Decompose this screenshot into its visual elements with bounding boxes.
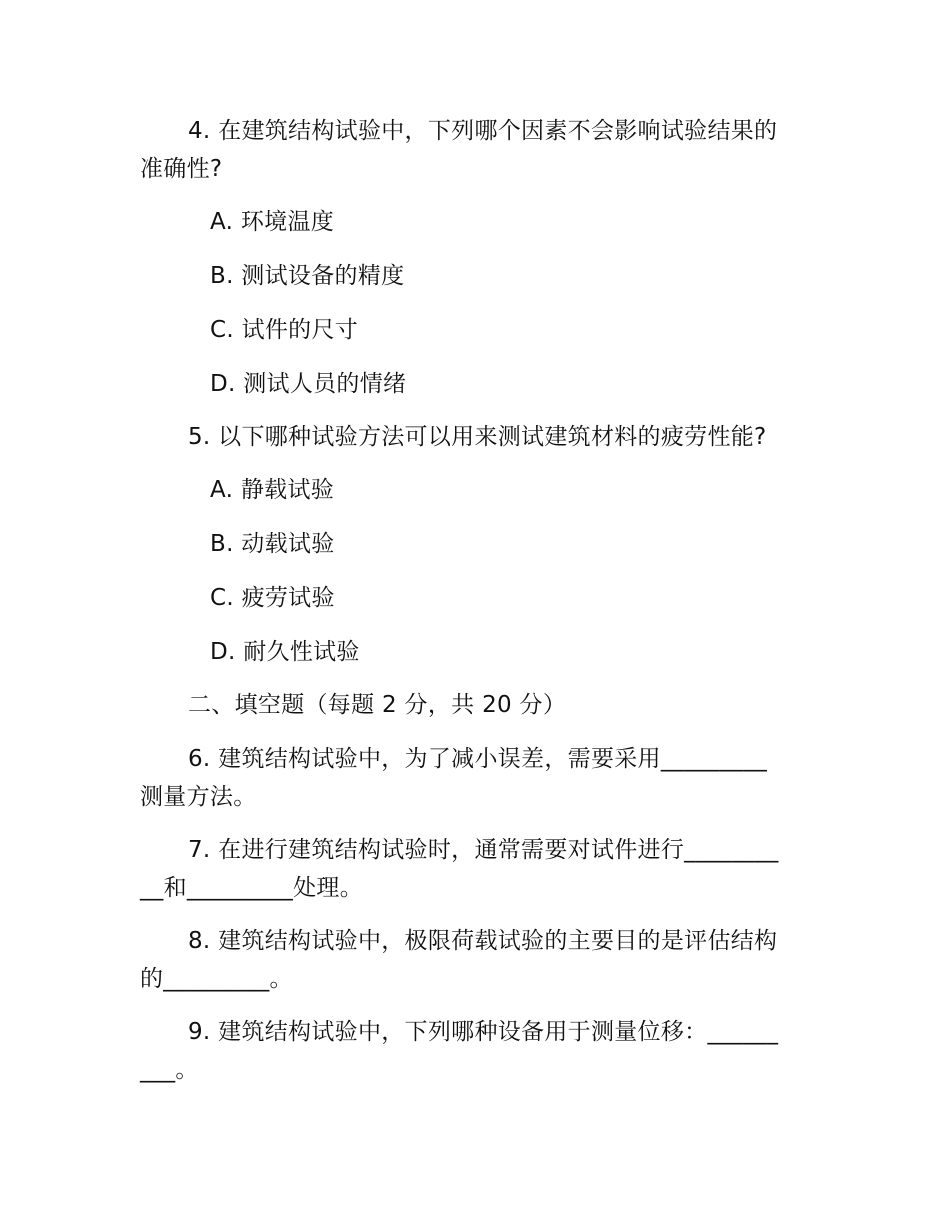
q4-option-c: C. 试件的尺寸 <box>210 317 359 343</box>
q5-stem: 5. 以下哪种试验方法可以用来测试建筑材料的疲劳性能? <box>188 424 767 450</box>
q4-stem-line2: 准确性? <box>140 156 223 182</box>
q8-line1: 8. 建筑结构试验中，极限荷载试验的主要目的是评估结构 <box>188 928 778 954</box>
section2-heading: 二、填空题（每题 2 分，共 20 分） <box>188 692 567 718</box>
q5-option-a: A. 静载试验 <box>210 477 335 503</box>
q8-line2: 的_________。 <box>140 966 293 992</box>
q7-line1: 7. 在进行建筑结构试验时，通常需要对试件进行________ <box>188 837 779 863</box>
q4-option-a: A. 环境温度 <box>210 209 335 235</box>
q7-line2: __和_________处理。 <box>140 875 363 901</box>
q6-line2: 测量方法。 <box>140 784 257 810</box>
q4-option-d: D. 测试人员的情绪 <box>210 371 407 397</box>
q5-option-c: C. 疲劳试验 <box>210 585 335 611</box>
q6-line1: 6. 建筑结构试验中，为了减小误差，需要采用_________ <box>188 746 768 772</box>
q5-option-b: B. 动载试验 <box>210 531 335 557</box>
q9-line1: 9. 建筑结构试验中，下列哪种设备用于测量位移：______ <box>188 1019 779 1045</box>
q5-option-d: D. 耐久性试验 <box>210 639 360 665</box>
q4-stem-line1: 4. 在建筑结构试验中，下列哪个因素不会影响试验结果的 <box>188 118 778 144</box>
q9-line2: ___。 <box>140 1057 199 1083</box>
q4-option-b: B. 测试设备的精度 <box>210 263 405 289</box>
